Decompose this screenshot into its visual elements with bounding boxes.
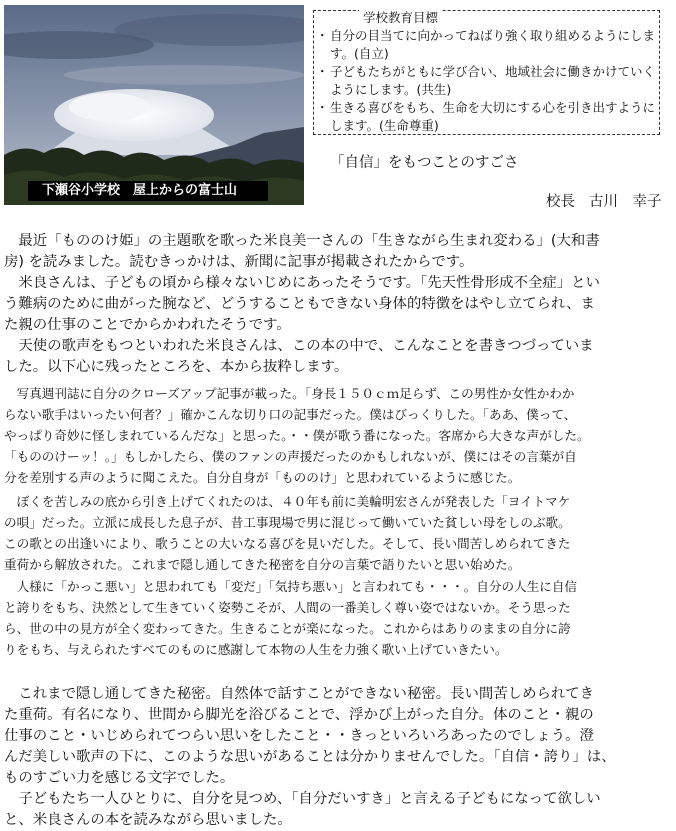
photo-image <box>4 5 304 205</box>
quote-paragraph-3: 人様に「かっこ悪い」と思われても「変だ」「気持ち悪い」と言われても・・・。自分の人生に自信 と誇りをもち、決然として生きていく姿勢こそが、人間の一番美しく尊い姿ではないか。そう思った ら、世の中の見方が全く変わってきた。生きることが楽になった。これからはありのままの自分に誇 りをもち、与えられたすべてのものに感謝して本物の人生を力強く歌い上げていきたい。 <box>4 579 578 657</box>
author-name: 古川 幸子 <box>589 194 662 210</box>
goal-item: ・ 子どもたちがともに学び合い、地域社会に働きかけていくようにします。(共生) <box>318 63 655 99</box>
quote-paragraph-2: ぼくを苦しみの底から引き上げてくれたのは、４０年も前に美輪明宏さんが発表した「ヨイトマケ の唄」だった。立派に成長した息子が、昔工事現場で男に混じって働いていた貧しい母をしのぶ歌。 この歌との出逢いにより、歌うことの大いなる喜びを見いだした。そして、長い間苦しめられてきた 重荷から解放された。これまで隠し通してきた秘密を自分の言葉で語りたいと思い始めた。 <box>4 494 571 572</box>
mount-fuji-photo <box>4 5 304 205</box>
intro-paragraph: 最近「もののけ姫」の主題歌を歌った米良美一さんの「生きながら生まれ変わる」(大和書 房) を読みました。読むきっかけは、新聞に記事が掲載されたからです。 米良さんは、子どもの頃から様々ないじめにあったそうです。「先天性骨形成不全症」とい う難病のために曲がった腕など、どうすることもできない身体的特徴をはやし立てられ、ま た親の仕事のことでからかわれたそうです。 天使の歌声をもつといわれた米良さんは、この本の中で、こんなことを書きつづっていま した。以下心に残ったところを、本から抜粋します。 <box>4 233 600 375</box>
quote-paragraph-1: 写真週刊誌に自分のクローズアップ記事が載った。「身長１５０ｃｍ足らず、この男性か女性かわか らない歌手はいったい何者？」確かこんな切り口の記事だった。僕はびっくりした。「ああ、僕って、 やっぱり奇妙に怪しまれているんだな」と思った。・・僕が歌う番になった。客席から大きな声がした。 「もののけーッ！。」もしかしたら、僕のファンの声援だったのかもしれないが、僕にはその言葉が自 分を差別する声のように聞こえた。自分自身が「もののけ」と思われているように感じた。 <box>4 386 590 485</box>
article-headline: 「自信」をもつことのすごさ <box>330 155 519 171</box>
author-role: 校長 <box>546 194 575 210</box>
school-goals-box <box>313 10 660 135</box>
closing-paragraph: これまで隠し通してきた秘密。自然体で話すことができない秘密。長い間苦しめられてき た重荷。有名になり、世間から脚光を浴びることで、浮かび上がった自分。体のこと・親の 仕事のこと・いじめられてつらい思いをしたこと・・きっといろいろあったのでしょう。澄 んだ美しい歌声の下に、このような思いがあることは分かりませんでした。「自信・誇り」は、 ものすごい力を感じる文字でした。 子どもたち一人ひとりに、自分を見つめ、「自分だいすき」と言える子どもになって欲しい と、米良さんの本を読みながら思いました。 <box>4 686 616 828</box>
goal-item: ・ 生きる喜びをもち、生命を大切にする心を引き出すようにします。(生命尊重) <box>318 99 655 135</box>
photo-caption: 下瀬谷小学校 屋上からの富士山 <box>28 181 268 201</box>
goals-title: 学校教育目標 <box>359 9 442 27</box>
author-line <box>546 190 676 211</box>
goals-list <box>318 27 655 135</box>
goal-item: ・ 自分の目当てに向かってねばり強く取り組めるようにします。(自立) <box>318 27 655 63</box>
